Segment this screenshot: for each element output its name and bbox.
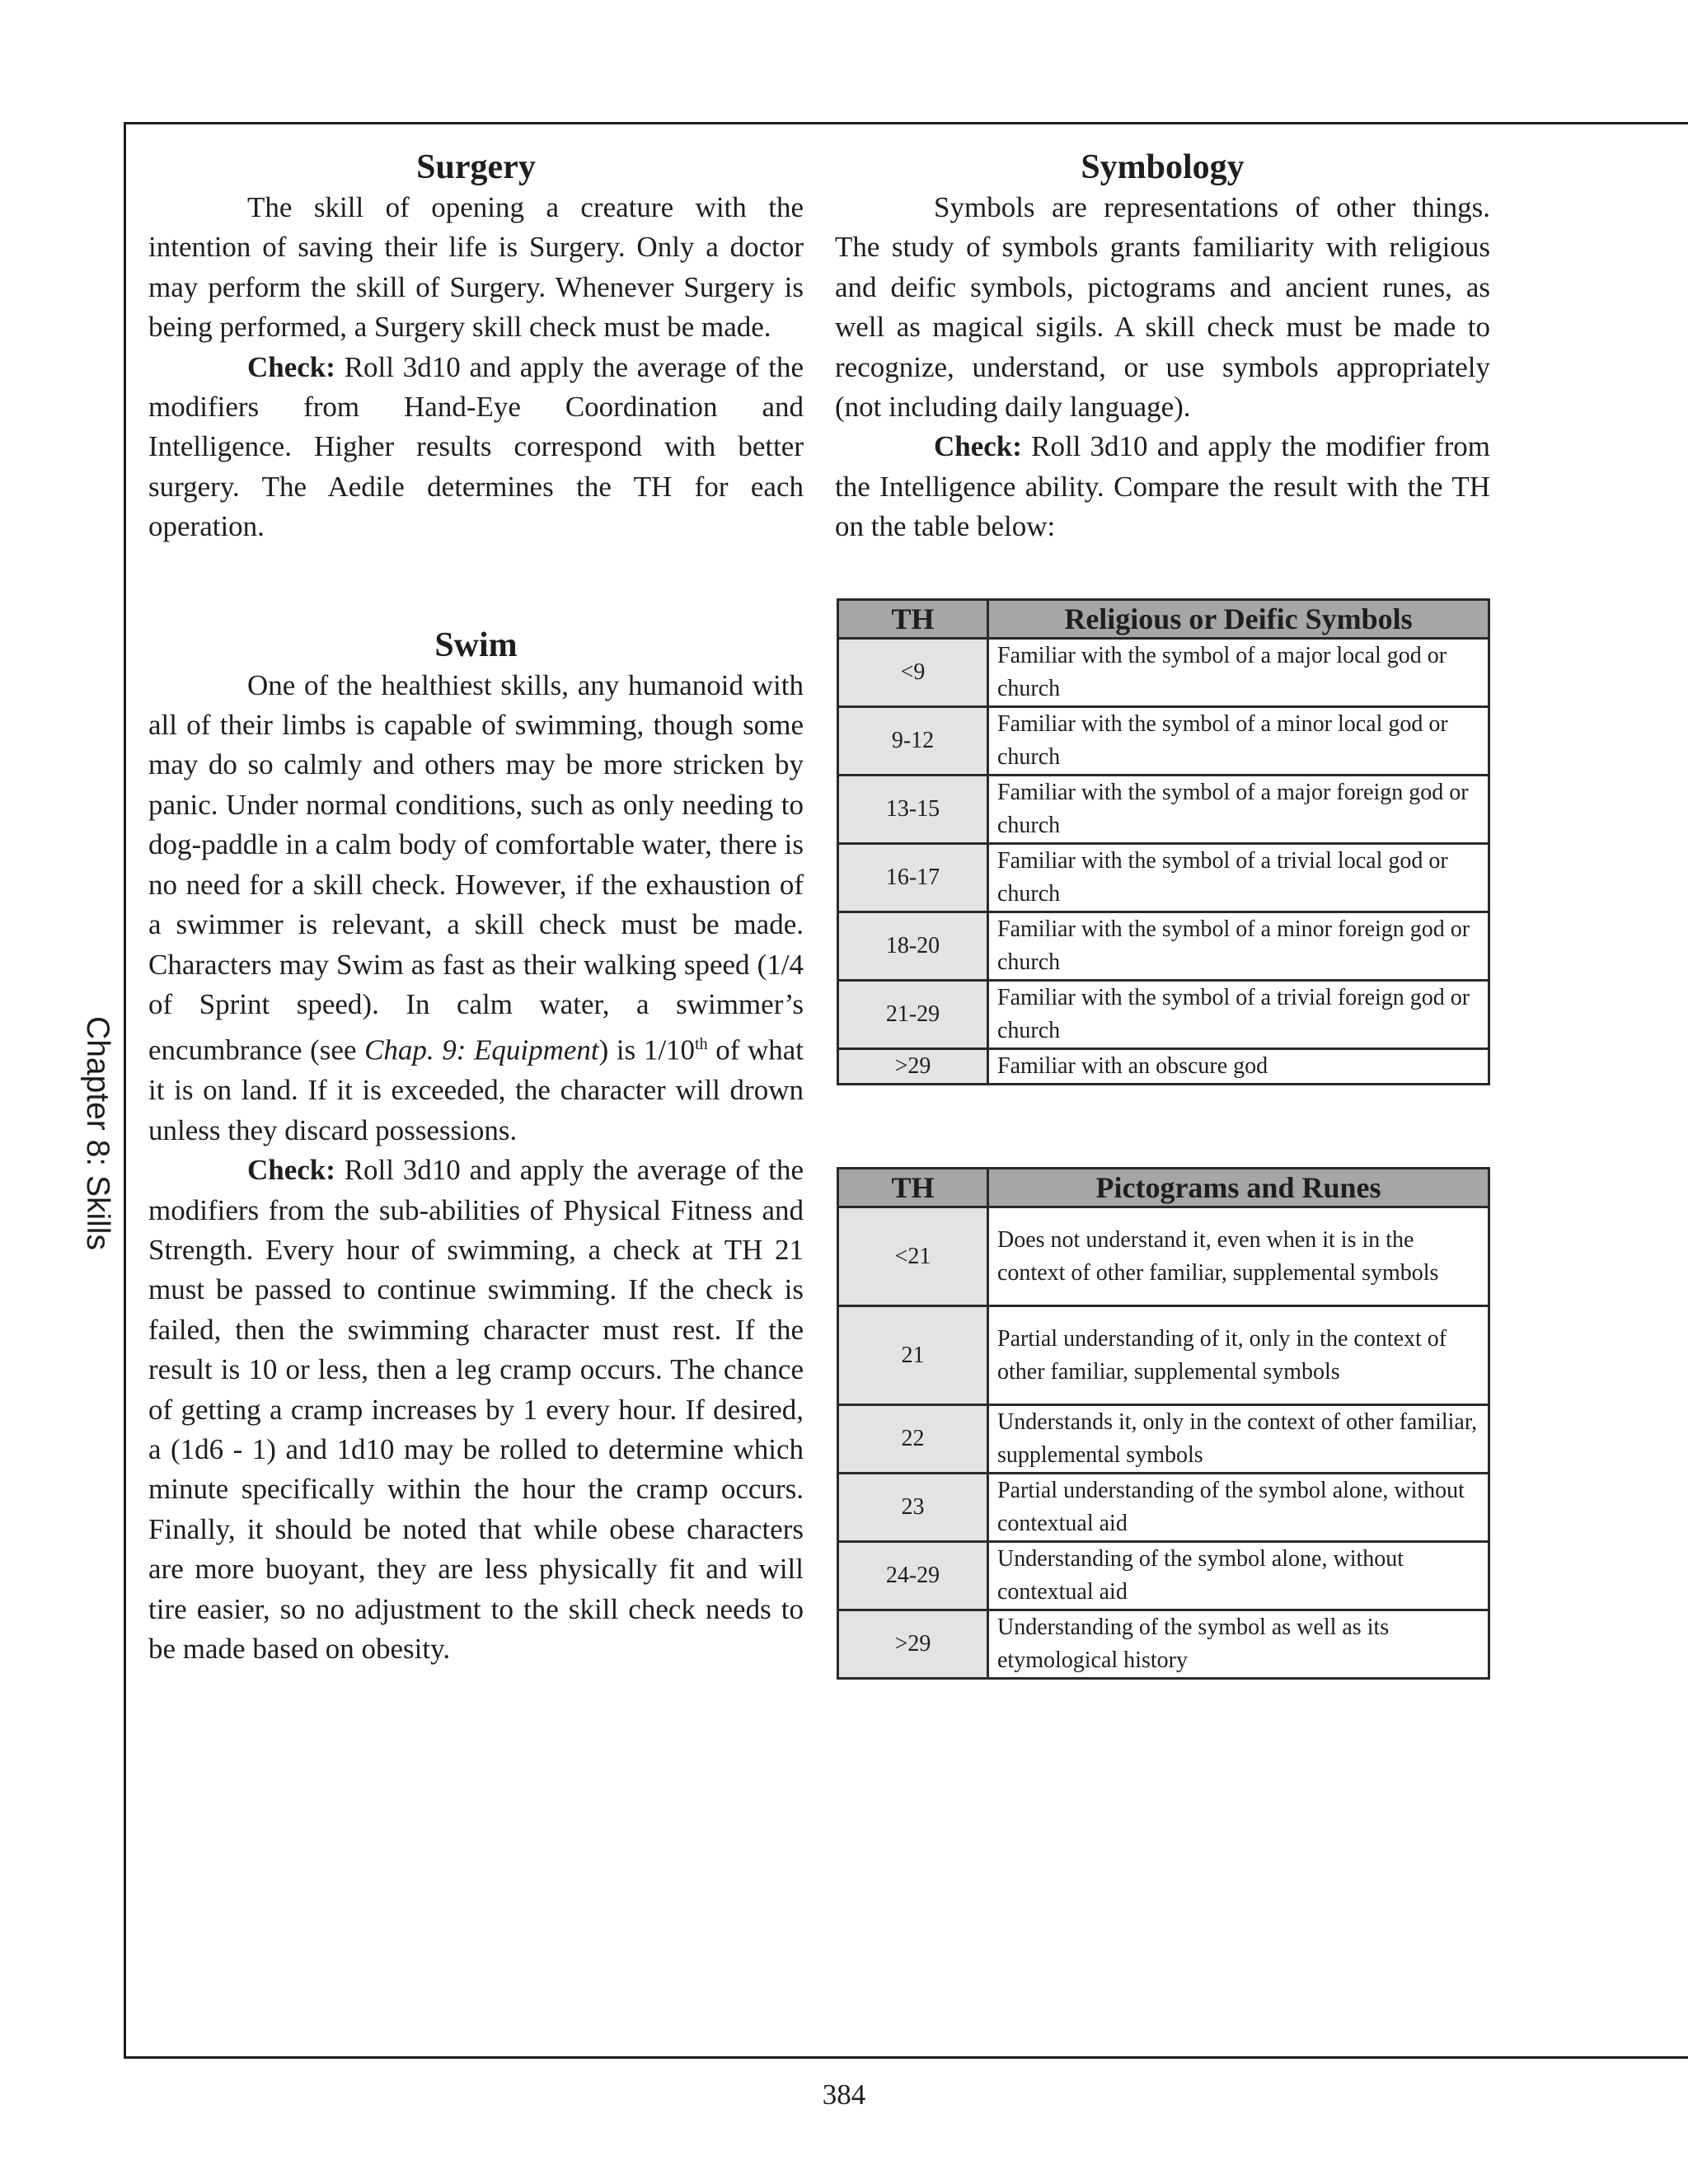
surgery-check-label: Check: (247, 350, 335, 383)
th-cell: 13-15 (838, 776, 988, 844)
th-cell: <21 (838, 1207, 988, 1306)
table-row (838, 1405, 1489, 1474)
th-cell: 16-17 (838, 844, 988, 912)
th-cell: 24-29 (838, 1542, 988, 1610)
table-row (838, 1474, 1489, 1542)
page-frame-left (124, 122, 126, 2056)
th-cell: 21-29 (838, 981, 988, 1049)
th-cell: 21 (838, 1306, 988, 1405)
chapter-label: Chapter 8: Skills (80, 1016, 115, 1250)
table-row (838, 1542, 1489, 1610)
column-header-th: TH (838, 1169, 988, 1207)
description-cell: Does not understand it, even when it is in the context of other familiar, supplemental symbols (988, 1207, 1489, 1306)
description-cell: Familiar with the symbol of a trivial foreign god or church (988, 981, 1489, 1049)
description-cell: Familiar with the symbol of a major foreign god or church (988, 776, 1489, 844)
surgery-section (148, 147, 804, 547)
surgery-paragraph: The skill of opening a creature with the intention of saving their life is Surgery. Only a doctor may perform the skill of Surgery. Whenever Surgery is being performed, a Surgery skill check must be made. (148, 191, 804, 344)
description-cell: Understanding of the symbol alone, without contextual aid (988, 1542, 1489, 1610)
description-cell: Understanding of the symbol as well as its etymological history (988, 1610, 1489, 1679)
th-cell: 9-12 (838, 707, 988, 776)
table-header-row (838, 1169, 1489, 1207)
description-cell: Familiar with an obscure god (988, 1049, 1489, 1085)
religious-symbols-table (837, 598, 1490, 1085)
description-cell: Familiar with the symbol of a minor foreign god or church (988, 912, 1489, 981)
table-row (838, 707, 1489, 776)
right-column (835, 147, 1490, 547)
table-row (838, 844, 1489, 912)
th-cell: >29 (838, 1049, 988, 1085)
surgery-check-paragraph (148, 348, 804, 547)
symbology-heading: Symbology (1081, 148, 1245, 186)
surgery-check-text: Roll 3d10 and apply the average of the modifiers from Hand-Eye Coordination and Intelligence. Higher results correspond with better surgery. The Aedile determines the TH for each operation. (148, 350, 804, 543)
page-frame-bottom (124, 2056, 1688, 2059)
description-cell: Partial understanding of the symbol alone, without contextual aid (988, 1474, 1489, 1542)
table-header-row (838, 600, 1489, 639)
table-row (838, 1306, 1489, 1405)
swim-section (148, 625, 804, 1670)
th-cell: 23 (838, 1474, 988, 1542)
table-row (838, 981, 1489, 1049)
table-row (838, 776, 1489, 844)
swim-check-text: Roll 3d10 and apply the average of the modifiers from the sub-abilities of Physical Fitness and Strength. Every hour of swimming, a check at TH 21 must be passed to continue swimming. If the check is failed, then the swimming character must rest. If the result is 10 or less, then a leg cramp occurs. The chance of getting a cramp increases by 1 every hour. If desired, a (1d6 - 1) and 1d10 may be rolled to determine which minute specifically within the hour the cramp occurs. Finally, it should be noted that while obese characters are more buoyant, they are less physically fit and will tire easier, so no adjustment to the skill check needs to be made based on obesity. (148, 1154, 804, 1666)
symbology-section (835, 147, 1490, 547)
swim-check-label: Check: (247, 1154, 335, 1187)
description-cell: Familiar with the symbol of a trivial local god or church (988, 844, 1489, 912)
page-number: 384 (822, 2079, 866, 2111)
description-cell: Understands it, only in the context of other familiar, supplemental symbols (988, 1405, 1489, 1474)
table-row (838, 1207, 1489, 1306)
swim-paragraph (148, 666, 804, 1151)
description-cell: Familiar with the symbol of a major local god or church (988, 639, 1489, 707)
pictograms-runes-table (837, 1167, 1490, 1680)
column-header-religious: Religious or Deific Symbols (988, 600, 1489, 639)
table-row (838, 1610, 1489, 1679)
th-cell: >29 (838, 1610, 988, 1679)
symbology-check-paragraph (835, 427, 1490, 546)
swim-check-paragraph (148, 1151, 804, 1669)
swim-heading: Swim (434, 626, 518, 664)
table-row (838, 639, 1489, 707)
th-cell: 22 (838, 1405, 988, 1474)
symbology-check-label: Check: (934, 430, 1022, 463)
description-cell: Partial understanding of it, only in the context of other familiar, supplemental symbols (988, 1306, 1489, 1405)
swim-chapter-reference: Chap. 9: Equipment (364, 1033, 599, 1066)
th-cell: 18-20 (838, 912, 988, 981)
table-row (838, 1049, 1489, 1085)
description-cell: Familiar with the symbol of a minor local god or church (988, 707, 1489, 776)
swim-text-b: ) is 1/10 (598, 1033, 696, 1066)
swim-text-c: of what it is on land. If it is exceeded, the character will drown unless they discard possessions. (148, 1033, 804, 1146)
swim-text-a: One of the healthiest skills, any humanoid with all of their limbs is capable of swimming, though some may do so calmly and others may be more stricken by panic. Under normal conditions, such as only needing to dog-paddle in a calm body of comfortable water, there is no need for a skill check. However, if the exhaustion of a swimmer is relevant, a skill check must be made. Characters may Swim as fast as their walking speed (1/4 of Sprint speed). In calm water, a swimmer’s encumbrance (see (148, 668, 804, 1066)
swim-superscript: th (695, 1035, 708, 1054)
section-spacer (148, 547, 804, 625)
page-frame-top (124, 122, 1688, 124)
table-row (838, 912, 1489, 981)
column-header-pictograms: Pictograms and Runes (988, 1169, 1489, 1207)
surgery-heading: Surgery (416, 148, 536, 186)
symbology-check-text: Roll 3d10 and apply the modifier from the Intelligence ability. Compare the result with the TH on the table below: (835, 430, 1490, 543)
left-column (148, 147, 804, 1669)
th-cell: <9 (838, 639, 988, 707)
column-header-th: TH (838, 600, 988, 639)
symbology-paragraph: Symbols are representations of other things. The study of symbols grants familiarity with religious and deific symbols, pictograms and ancient runes, as well as magical sigils. A skill check must be made to recognize, understand, or use symbols appropriately (not including daily language). (835, 191, 1490, 424)
